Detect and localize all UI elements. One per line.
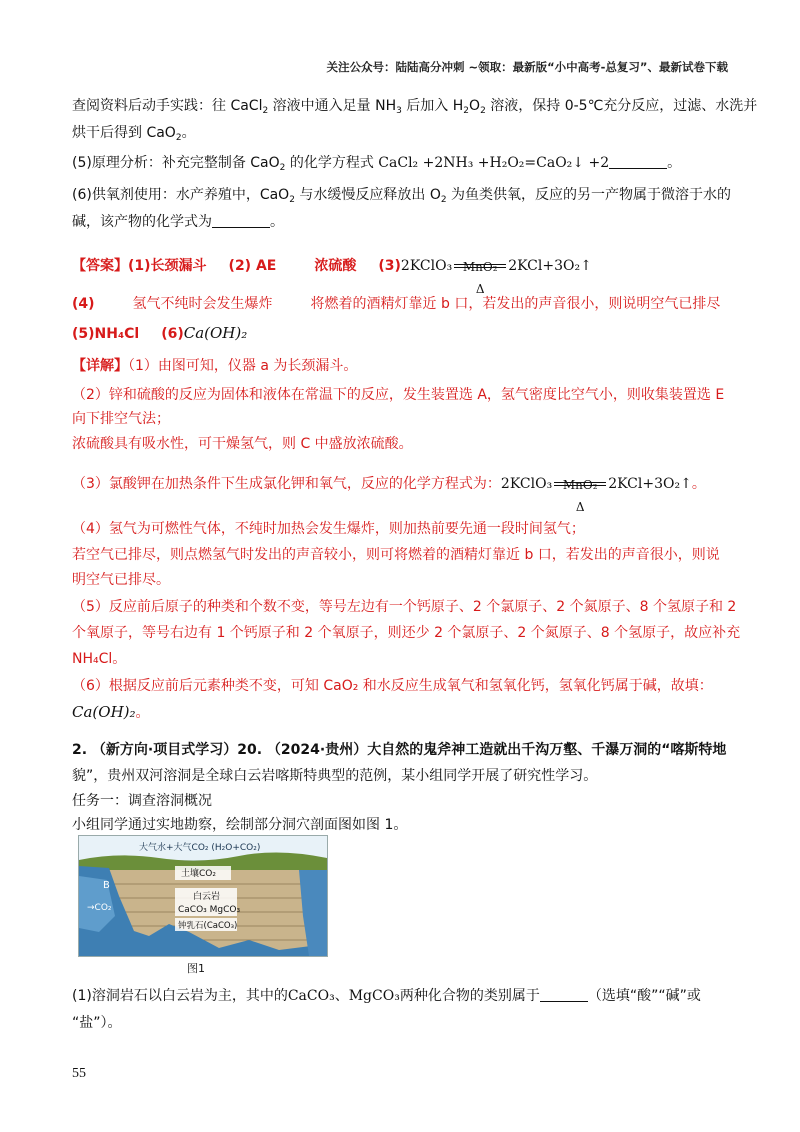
q2-line-3: 任务一：调查溶洞概况 <box>72 793 212 809</box>
detail-5a: （5）反应前后原子的种类和个数不变，等号左边有一个钙原子、2 个氯原子、2 个氮原子、8 个氢原子和 2 <box>72 599 737 615</box>
q2-sub-1-answer-blank[interactable] <box>540 987 588 1002</box>
detail-tag: 【详解】 <box>72 358 128 374</box>
q2-line-2: 貌”，贵州双河溶洞是全球白云岩喀斯特典型的范例，某小组同学开展了研究性学习。 <box>72 768 598 784</box>
question-6-line-1: (6)供氧剂使用：水产养殖中，CaO$_2$ 与水缓慢反应释放出 $O_2$ 为鱼类供氧，反应的另一产物属于微溶于水的 <box>72 187 732 205</box>
fig-rock-label: 白云岩 <box>193 892 221 902</box>
detail-4c: 明空气已排尽。 <box>72 572 170 588</box>
detail-6b: Ca(OH)₂。 <box>72 703 150 721</box>
q6-answer-blank[interactable] <box>212 213 270 228</box>
page-number: 55 <box>72 1066 86 1081</box>
question-5: (5)原理分析：补充完整制备 CaO$_2$ 的化学方程式 CaCl₂ +2NH₃ +H₂O₂=CaO₂↓ +2 。 <box>72 155 682 173</box>
detail-3: （3）氯酸钾在加热条件下生成氯化钾和氧气，反应的化学方程式为：2KClO₃ MnO₂ Δ 2KCl+3O₂↑。 <box>72 464 706 504</box>
cave-section-illustration <box>79 836 327 956</box>
detail-5c: NH₄Cl。 <box>72 651 127 667</box>
fig-minerals-label: CaCO₃ MgCO₃ <box>178 905 241 915</box>
fig-soil-label: 土壤CO₂ <box>181 869 216 879</box>
q5-equation: CaCl₂ +2NH₃ +H₂O₂=CaO₂↓ +2 <box>378 155 610 171</box>
detail-2b: 向下排空气法； <box>72 411 170 427</box>
detail-4a: （4）氢气为可燃性气体，不纯时加热会发生爆炸，则加热前要先通一段时间氢气； <box>72 521 585 537</box>
q2-sub-1-line-2: “盐”）。 <box>72 1015 122 1031</box>
q5-answer-blank[interactable] <box>609 154 667 169</box>
page-header: 关注公众号：陆陆高分冲刺 ~领取：最新版“小中高考-总复习”、最新试卷下载 <box>326 60 728 74</box>
fig-stalactite-label: 钟乳石(CaCO₃) <box>178 921 238 931</box>
answer-reaction-condition: MnO₂ Δ <box>452 247 508 285</box>
detail-2a: （2）锌和硫酸的反应为固体和液体在常温下的反应，发生装置选 A，氢气密度比空气小，则收集装置选 E <box>72 387 725 403</box>
answer-tag: 【答案】 <box>72 258 128 274</box>
figure-caption: 图1 <box>187 962 205 975</box>
detail-2c: 浓硫酸具有吸水性，可干燥氢气，则 C 中盛放浓硫酸。 <box>72 436 413 452</box>
q2-line-4: 小组同学通过实地勘察，绘制部分洞穴剖面图如图 1。 <box>72 817 408 833</box>
intro-line-2: 烘干后得到 CaO$_2$。 <box>72 125 196 143</box>
detail-4b: 若空气已排尽，则点燃氢气时发出的声音较小，则可将燃着的酒精灯靠近 b 口，若发出的声音很小，则说 <box>72 547 720 563</box>
detail-5b: 个氧原子，等号右边有 1 个钙原子和 2 个氧原子，则还少 2 个氯原子、2 个氮原子、8 个氢原子，故应补充 <box>72 625 741 641</box>
fig-water-label: →CO₂ <box>87 903 112 913</box>
answer-line-1: 【答案】(1)长颈漏斗 (2) AE 浓硫酸 (3)2KClO₃ MnO₂ Δ 2KCl+3O₂↑ <box>72 246 592 286</box>
detail-1: 【详解】（1）由图可知，仪器 a 为长颈漏斗。 <box>72 358 358 374</box>
fig-b-label: B <box>103 880 110 891</box>
question-6-line-2: 碱，该产物的化学式为 。 <box>72 214 284 230</box>
answer-line-2: (4) 氢气不纯时会发生爆炸 将燃着的酒精灯靠近 b 口，若发出的声音很小，则说明空气已排尽 <box>72 296 721 312</box>
answer-line-3: (5)NH₄Cl (6)Ca(OH)₂ <box>72 324 248 342</box>
intro-line-1: 查阅资料后动手实践：往 CaCl$_2$ 溶液中通入足量 $NH_3$ 后加入 $H_2O_2$ 溶液，保持 0-5℃充分反应，过滤、水洗并 <box>72 98 758 116</box>
fig-atmo-label: 大气水+大气CO₂ (H₂O+CO₂) <box>139 843 261 853</box>
detail-reaction-condition: MnO₂ Δ <box>552 465 608 503</box>
detail-6a: （6）根据反应前后元素种类不变，可知 CaO₂ 和水反应生成氧气和氢氧化钙，氢氧化钙属于碱，故填： <box>72 678 713 694</box>
cave-section-figure <box>78 835 328 957</box>
q2-line-1: 2. （新方向·项目式学习）20. （2024·贵州）大自然的鬼斧神工造就出千沟万壑、千瀑万洞的“喀斯特地 <box>72 742 727 758</box>
q2-sub-1-line-1: (1)溶洞岩石以白云岩为主，其中的CaCO₃、MgCO₃两种化合物的类别属于 （选填“酸”“碱”或 <box>72 988 701 1004</box>
